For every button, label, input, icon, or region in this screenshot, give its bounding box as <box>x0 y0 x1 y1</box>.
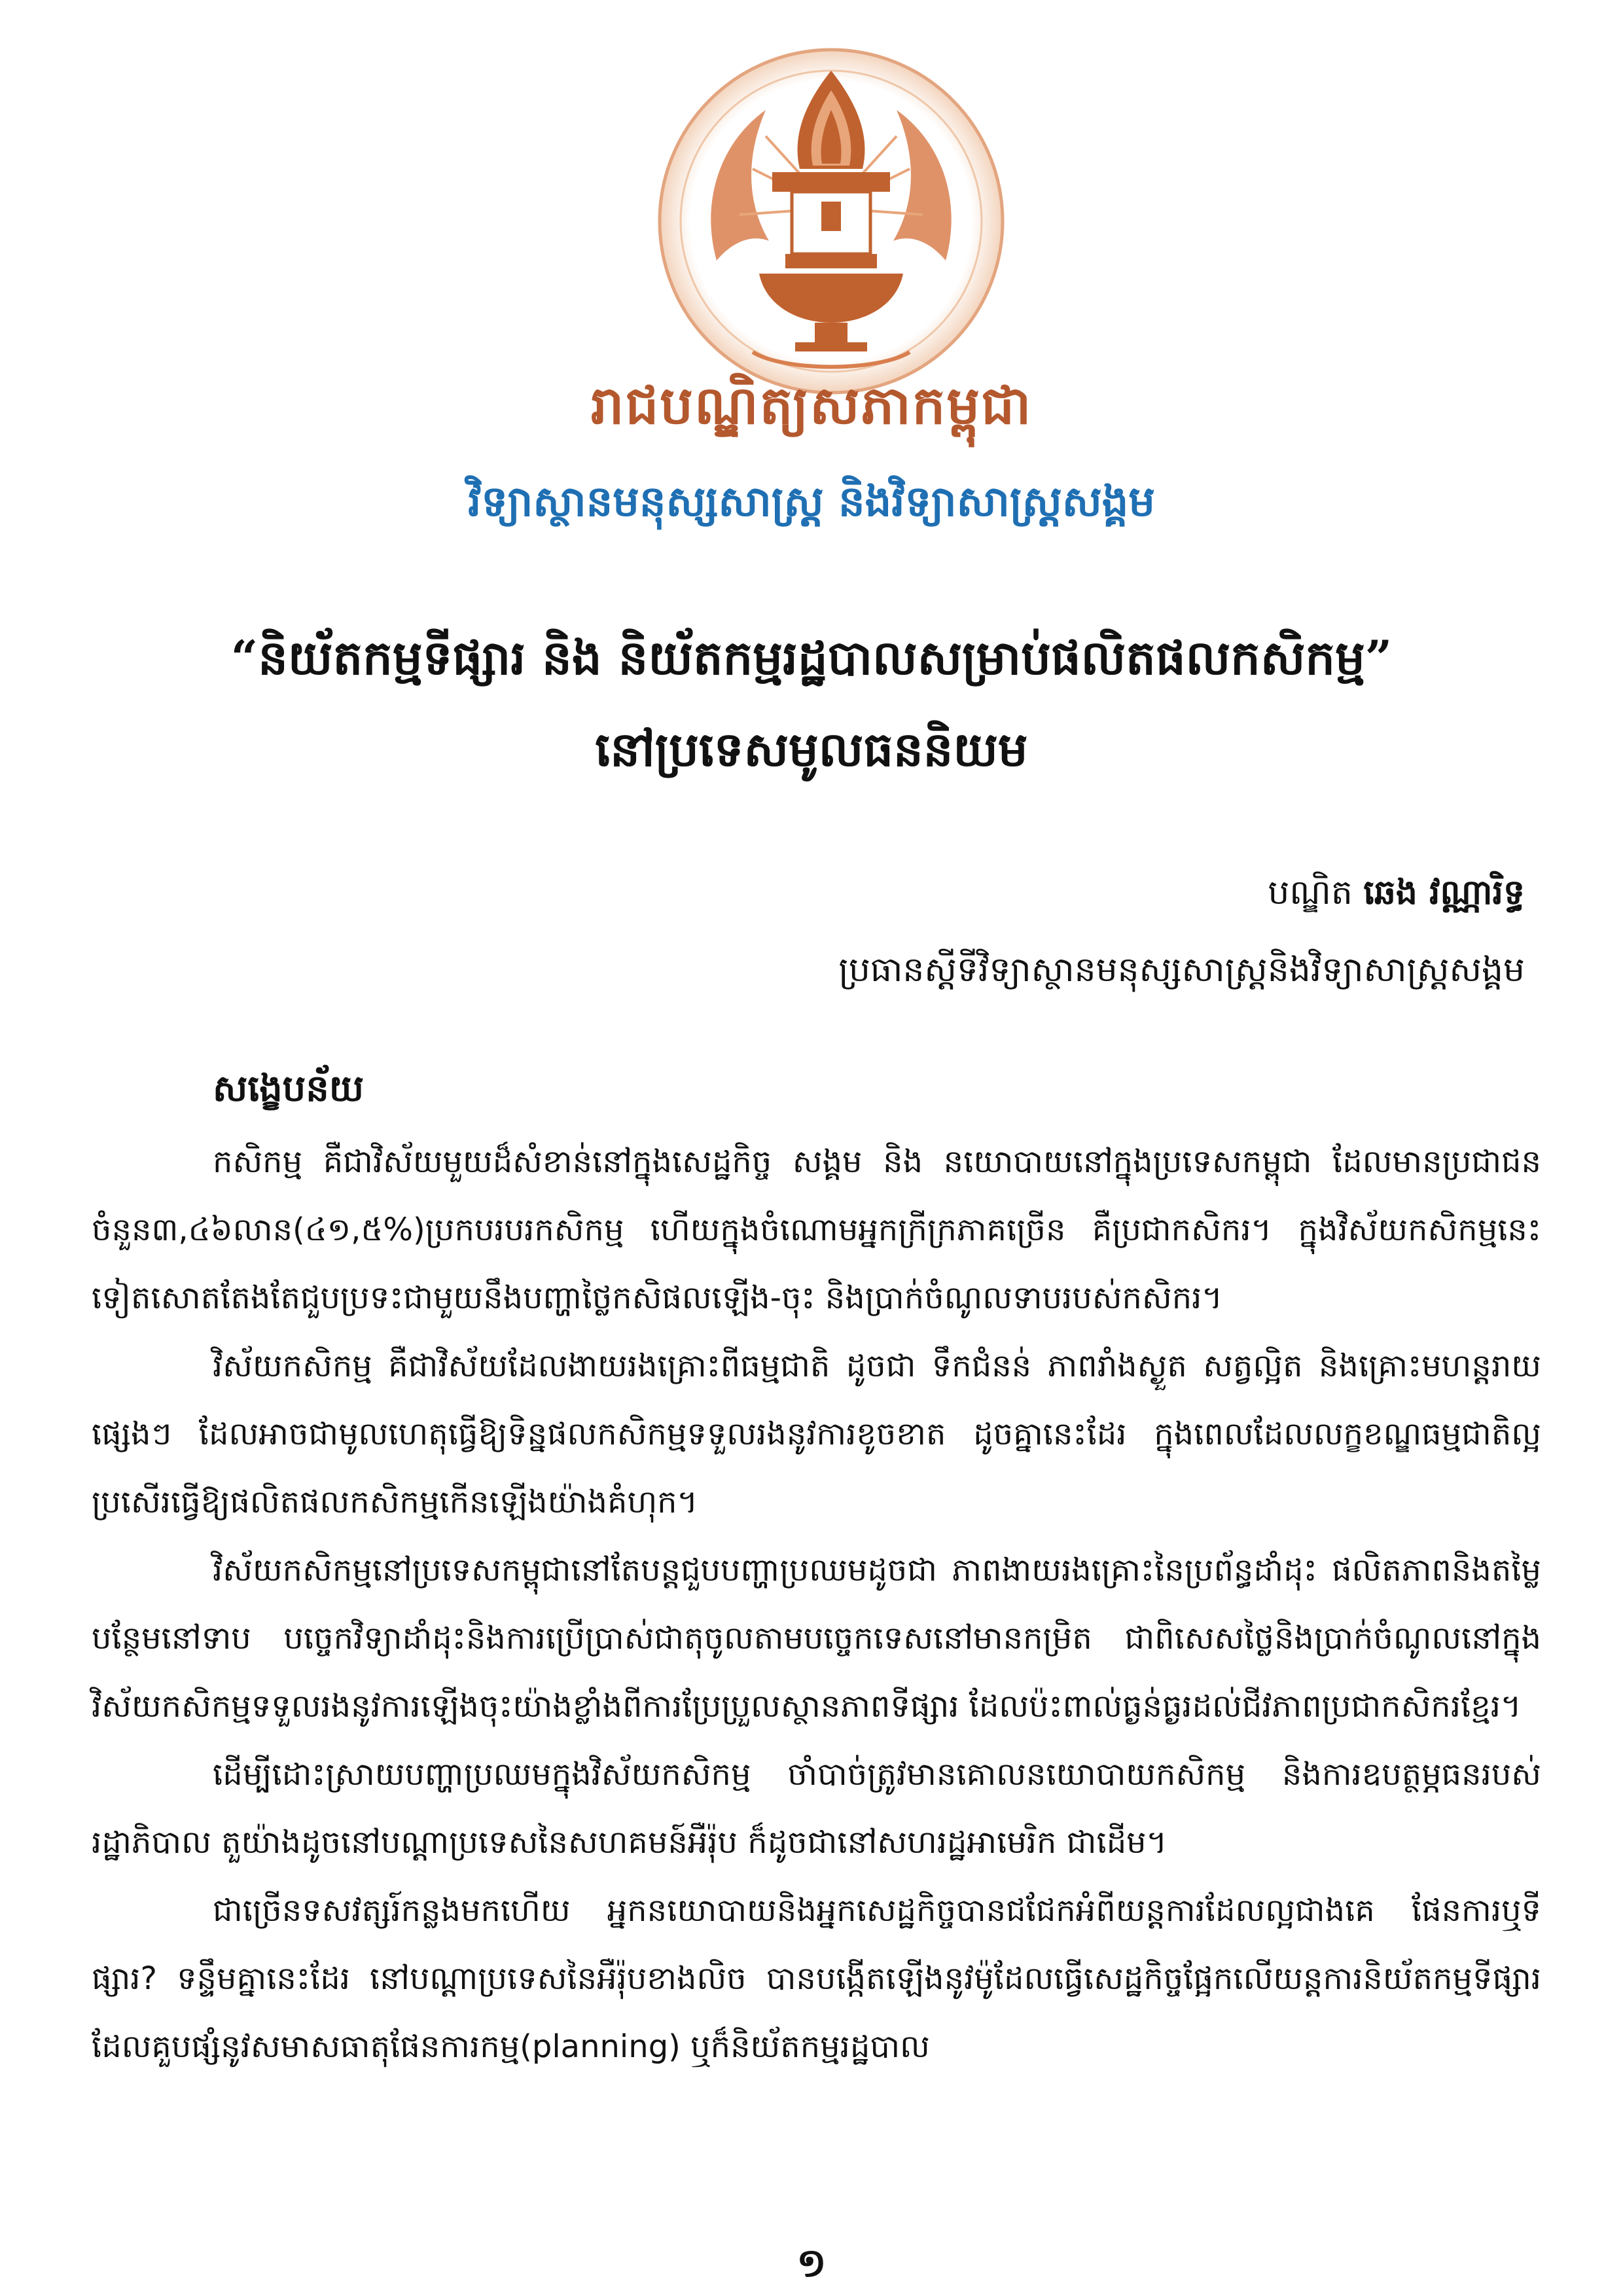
author-position: ប្រធានស្ដីទីវិទ្យាស្ថានមនុស្សសាស្ត្រនិងវិទ្យាសាស្ត្រសង្គម <box>838 950 1525 990</box>
document-title <box>65 612 1558 795</box>
abstract-paragraph: វិស័យកសិកម្ម គឺជាវិស័យដែលងាយរងគ្រោះពីធម្មជាតិ ដូចជា ទឹកជំនន់ ភាពរាំងស្ងួត សត្វល្អិត និងគ្រោះមហន្តរាយផ្សេងៗ ដែលអាចជាមូលហេតុធ្វើឱ្យទិន្នផលកសិកម្មទទួលរងនូវការខូចខាត ដូចគ្នានេះដែរ ក្នុងពេលដែលលក្ខខណ្ឌធម្មជាតិល្អប្រសើរធ្វើឱ្យផលិតផលកសិកម្មកើនឡើងយ៉ាងគំហុក។ <box>92 1348 1542 1520</box>
author-prefix: បណ្ឌិត <box>1268 873 1364 912</box>
royal-academy-emblem <box>654 45 1008 398</box>
title-line-2: នៅប្រទេសមូលធននិយម <box>595 721 1028 777</box>
institution-name: រាជបណ្ឌិត្យសភាកម្ពុជា <box>590 374 1033 436</box>
abstract-paragraph: ជាច្រើនទសវត្សរ៍កន្លងមកហើយ អ្នកនយោបាយនិងអ្នកសេដ្ឋកិច្ចបានជជែកអំពីយន្តការដែលល្អជាងគេ ផែនការឬទីផ្សារ? ទន្ទឹមគ្នានេះដែរ នៅបណ្ដាប្រទេសនៃអឺរ៉ុបខាងលិច បានបង្កើតឡើងនូវម៉ូដែលធ្វើសេដ្ឋកិច្ចផ្អែកលើយន្តការនិយ័តកម្មទីផ្សារដែលគួបផ្សំនូវសមាសធាតុផែនការកម្ម(planning) ឬក៏និយ័តកម្មរដ្ឋបាល <box>92 1892 1541 2065</box>
abstract-heading: សង្ខេបន័យ <box>213 1067 365 1110</box>
title-line-1: “និយ័តកម្មទីផ្សារ និង និយ័តកម្មរដ្ឋបាលសម្រាប់ផលិតផលកសិកម្ម” <box>230 630 1393 685</box>
author-line <box>838 854 1525 931</box>
abstract-section <box>92 1050 1541 2081</box>
abstract-paragraph: វិស័យកសិកម្មនៅប្រទេសកម្ពុជានៅតែបន្តជួបបញ្ហាប្រឈមដូចជា ភាពងាយរងគ្រោះនៃប្រព័ន្ធដាំដុះ ផលិតភាពនិងតម្លៃបន្ថែមនៅទាប បច្ចេកវិទ្យាដាំដុះនិងការប្រើប្រាស់ជាតុចូលតាមបច្ចេកទេសនៅមានកម្រិត ជាពិសេសថ្លៃនិងប្រាក់ចំណូលនៅក្នុងវិស័យកសិកម្មទទួលរងនូវការឡើងចុះយ៉ាងខ្លាំងពីការប្រែប្រួលស្ថានភាពទីផ្សារ ដែលប៉ះពាល់ធ្ងន់ធ្ងរដល់ជីវភាពប្រជាកសិករខ្មែរ។ <box>92 1552 1541 1725</box>
abstract-paragraph: កសិកម្ម គឺជាវិស័យមួយដ៏សំខាន់នៅក្នុងសេដ្ឋកិច្ច សង្គម និង នយោបាយនៅក្នុងប្រទេសកម្ពុជា ដែលមានប្រជាជនចំនួន៣,៤៦លាន(៤១,៥%)ប្រកបរបរកសិកម្ម ហើយក្នុងចំណោមអ្នកក្រីក្រភាគច្រើន គឺប្រជាកសិករ។ ក្នុងវិស័យកសិកម្មនេះទៀតសោតតែងតែជួបប្រទះជាមួយនឹងបញ្ហាថ្លៃកសិផលឡើង-ចុះ និងប្រាក់ចំណូលទាបរបស់កសិករ។ <box>92 1143 1541 1316</box>
author-name: ឆេង វណ្ណារិទ្ធ <box>1363 873 1525 912</box>
institute-name: វិទ្យាស្ថានមនុស្សសាស្ត្រ និងវិទ្យាសាស្ត្រសង្គម <box>467 478 1156 526</box>
page-number: ១ <box>796 2240 827 2286</box>
abstract-paragraph: ដើម្បីដោះស្រាយបញ្ហាប្រឈមក្នុងវិស័យកសិកម្ម ចាំបាច់ត្រូវមានគោលនយោបាយកសិកម្ម និងការឧបត្ថម្ភធនរបស់រដ្ឋាភិបាល តួយ៉ាងដូចនៅបណ្ដាប្រទេសនៃសហគមន៍អឺរ៉ុប ក៏ដូចជានៅសហរដ្ឋអាមេរិក ជាដើម។ <box>92 1756 1541 1861</box>
author-block <box>838 854 1525 1009</box>
